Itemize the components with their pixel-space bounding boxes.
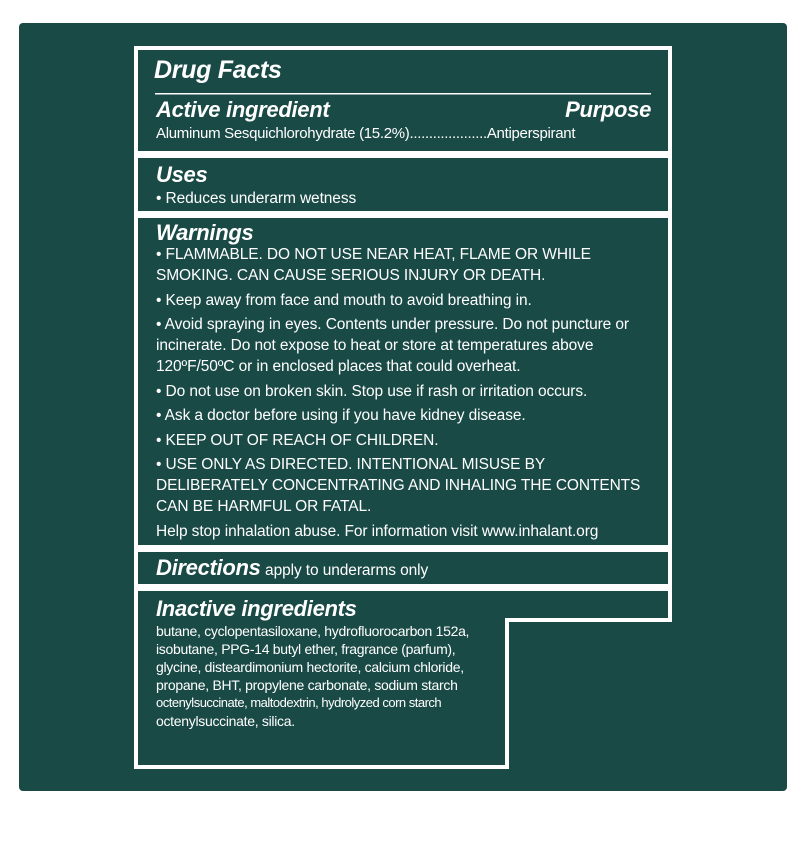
- directions-section: [156, 555, 651, 581]
- inactive-line: butane, cyclopentasiloxane, hydrofluorocarbon 152a,: [156, 623, 470, 639]
- drug-facts-title: Drug Facts: [154, 56, 282, 84]
- warning-item: • Keep away from face and mouth to avoid breathing in.: [156, 291, 532, 309]
- warning-item: • Ask a doctor before using if you have kidney disease.: [156, 407, 526, 424]
- active-ingredient-heading: Active ingredient: [156, 97, 330, 122]
- inactive-ingredients-section: [156, 596, 501, 730]
- active-heading-row: [156, 97, 651, 123]
- warning-item: • KEEP OUT OF REACH OF CHILDREN.: [156, 431, 439, 449]
- purpose-heading: Purpose: [565, 97, 651, 122]
- uses-section: [156, 162, 651, 209]
- label-panel: [19, 23, 787, 791]
- warning-item: • FLAMMABLE. DO NOT USE NEAR HEAT, FLAME OR WHILE SMOKING. CAN CAUSE SERIOUS INJURY OR DEATH.: [156, 246, 591, 284]
- directions-text: apply to underarms only: [265, 562, 429, 579]
- active-ingredient-section: [156, 97, 651, 144]
- inactive-line: octenylsuccinate, silica.: [156, 713, 295, 729]
- inactive-line: propane, BHT, propylene carbonate, sodium starch: [156, 677, 458, 693]
- inactive-ingredients-heading: Inactive ingredients: [156, 596, 357, 621]
- uses-heading: Uses: [156, 162, 208, 187]
- warning-item: • Avoid spraying in eyes. Contents under pressure. Do not puncture or incinerate. Do not expose to heat or store at temperatures above 120ºF/50ºC or in enclosed places that could overheat.: [156, 316, 629, 375]
- inactive-line: isobutane, PPG-14 butyl ether, fragrance (parfum),: [156, 641, 456, 657]
- warning-item: • USE ONLY AS DIRECTED. INTENTIONAL MISUSE BY DELIBERATELY CONCENTRATING AND INHALING THE CONTENTS CAN BE HARMFUL OR FATAL.: [156, 456, 641, 515]
- active-ingredient-line: Aluminum Sesquichlorohydrate (15.2%)....................Antiperspirant: [156, 125, 576, 142]
- warning-item: • Do not use on broken skin. Stop use if rash or irritation occurs.: [156, 382, 588, 400]
- directions-heading: Directions: [156, 555, 261, 580]
- warnings-heading: Warnings: [156, 220, 254, 245]
- inactive-line: octenylsuccinate, maltodextrin, hydrolyzed corn starch: [156, 695, 442, 710]
- inhalation-abuse-note: Help stop inhalation abuse. For information visit www.inhalant.org: [156, 522, 599, 540]
- warnings-section: [156, 222, 656, 545]
- inactive-line: glycine, disteardimonium hectorite, calcium chloride,: [156, 659, 464, 675]
- uses-item: • Reduces underarm wetness: [156, 190, 357, 207]
